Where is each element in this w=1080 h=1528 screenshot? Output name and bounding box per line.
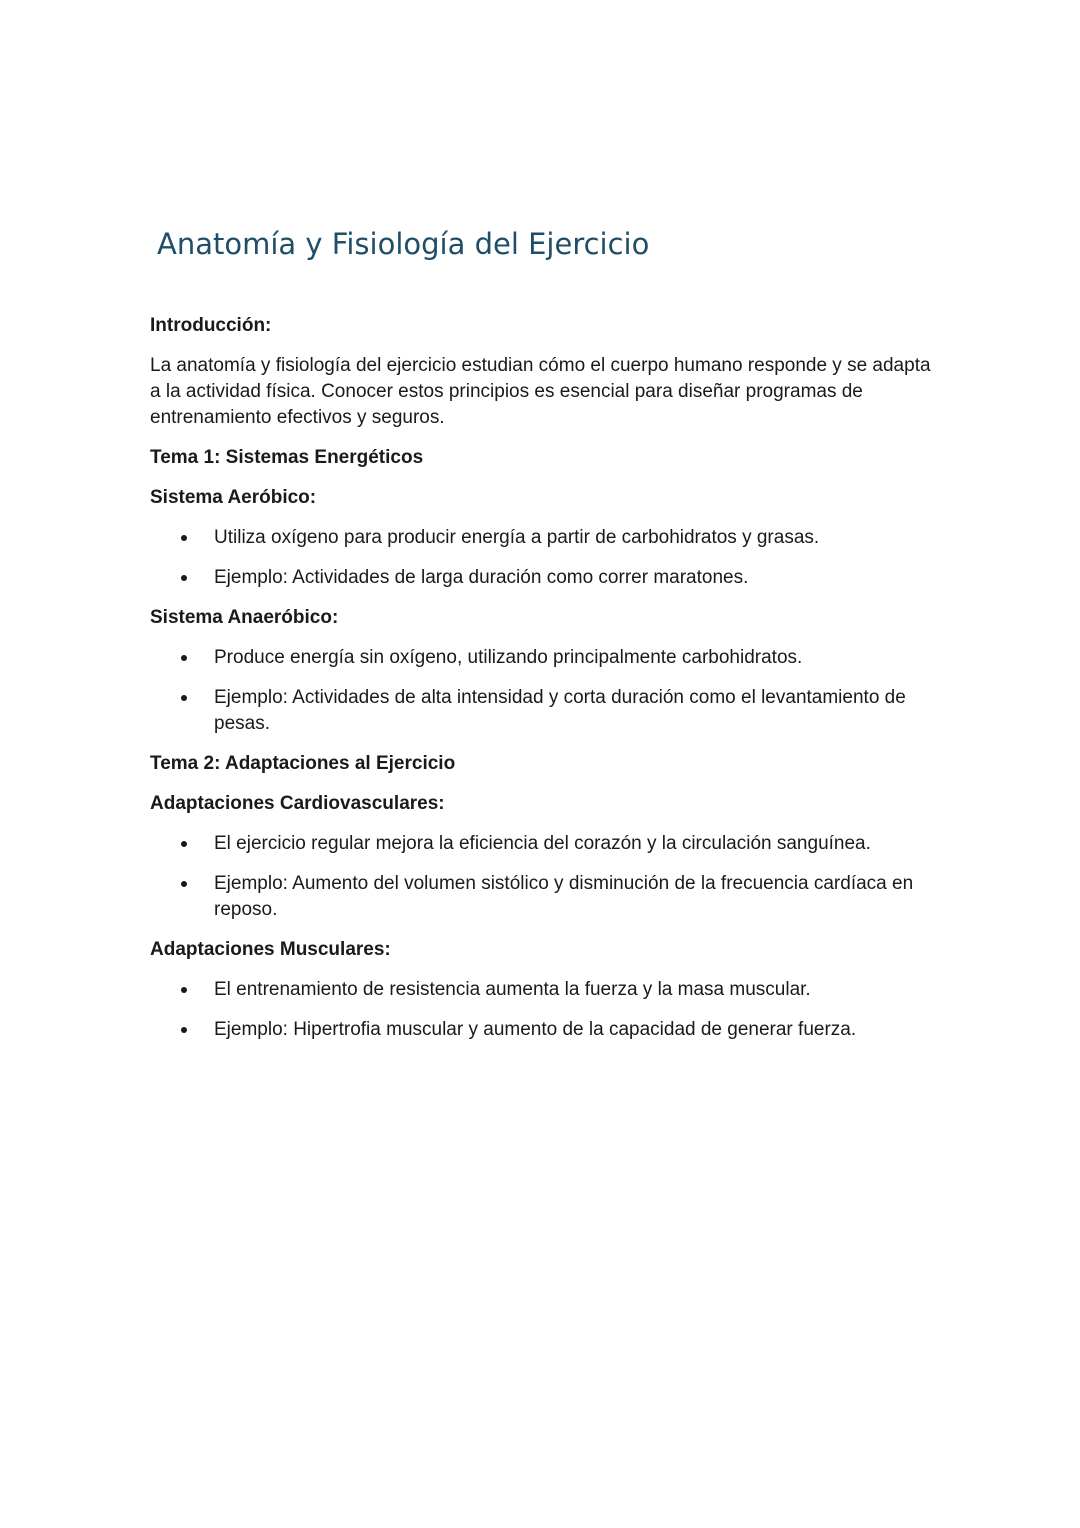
list-item-text: El ejercicio regular mejora la eficiencia del corazón y la circulación sanguínea. [214,833,871,854]
bullet-icon [181,655,187,661]
muscular-list [150,977,940,1043]
bullet-icon [181,535,187,541]
anaerobic-heading: Sistema Anaeróbico: [150,607,339,628]
bullet-icon [181,881,187,887]
bullet-icon [181,575,187,581]
list-item [150,831,940,857]
list-item-text: Ejemplo: Aumento del volumen sistólico y disminución de la frecuencia cardíaca en reposo. [214,873,914,920]
bullet-icon [181,987,187,993]
bullet-icon [181,1027,187,1033]
list-item [150,565,940,591]
document-body [150,313,940,1057]
list-item [150,871,940,923]
intro-heading: Introducción: [150,315,272,336]
bullet-icon [181,841,187,847]
topic2-heading: Tema 2: Adaptaciones al Ejercicio [150,753,456,774]
list-item-text: Ejemplo: Hipertrofia muscular y aumento de la capacidad de generar fuerza. [214,1019,857,1040]
topic1-heading: Tema 1: Sistemas Energéticos [150,447,424,468]
list-item-text: El entrenamiento de resistencia aumenta la fuerza y la masa muscular. [214,979,811,1000]
list-item-text: Ejemplo: Actividades de larga duración como correr maratones. [214,567,749,588]
aerobic-list [150,525,940,591]
list-item [150,525,940,551]
list-item [150,645,940,671]
list-item-text: Ejemplo: Actividades de alta intensidad y corta duración como el levantamiento de pesas. [214,687,906,734]
list-item-text: Produce energía sin oxígeno, utilizando principalmente carbohidratos. [214,647,803,668]
cardio-heading: Adaptaciones Cardiovasculares: [150,793,445,814]
list-item [150,977,940,1003]
cardio-list [150,831,940,923]
list-item [150,1017,940,1043]
muscular-heading: Adaptaciones Musculares: [150,939,391,960]
list-item [150,685,940,737]
aerobic-heading: Sistema Aeróbico: [150,487,317,508]
anaerobic-list [150,645,940,737]
document-title: Anatomía y Fisiología del Ejercicio [157,227,650,261]
intro-paragraph: La anatomía y fisiología del ejercicio estudian cómo el cuerpo humano responde y se adapta a la actividad física. Conocer estos principios es esencial para diseñar programas de entrenamiento efectivos y seguros. [150,355,931,428]
bullet-icon [181,695,187,701]
list-item-text: Utiliza oxígeno para producir energía a partir de carbohidratos y grasas. [214,527,820,548]
